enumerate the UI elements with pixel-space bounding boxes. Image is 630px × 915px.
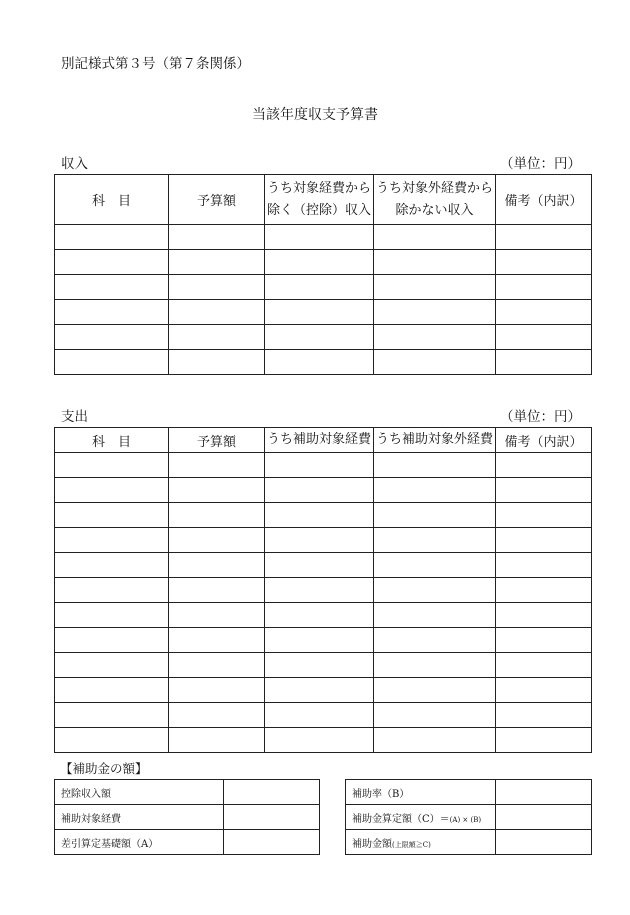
expenditure-table-row [55,653,592,678]
expenditure-cell-remarks[interactable] [496,603,592,628]
income-cell-remarks[interactable] [496,350,592,375]
form-number: 別記様式第３号（第７条関係） [61,56,250,72]
base-amount-label: 差引算定基礎額（A） [55,830,224,855]
income-unit-label: （単位：円） [500,156,581,172]
expenditure-header-eligible: うち補助対象経費 [265,428,374,453]
expenditure-cell-col4[interactable] [374,553,496,578]
expenditure-cell-col4[interactable] [374,678,496,703]
expenditure-cell-col4[interactable] [374,453,496,478]
subsidy-row-rate [346,780,592,805]
income-cell-col3[interactable] [265,325,374,350]
expenditure-unit-label: （単位：円） [500,409,581,425]
subsidy-row-amount [346,830,592,855]
subsidy-rate-value[interactable] [496,780,592,805]
expenditure-cell-subject[interactable] [55,628,169,653]
expenditure-cell-col4[interactable] [374,603,496,628]
income-cell-col3[interactable] [265,300,374,325]
expenditure-header-ineligible: うち補助対象外経費 [374,428,496,453]
income-cell-budget[interactable] [169,300,265,325]
expenditure-cell-remarks[interactable] [496,728,592,753]
expenditure-cell-budget[interactable] [169,703,265,728]
income-header-nonexcluded-line1: うち対象外経費から [375,180,493,196]
expenditure-cell-col3[interactable] [265,703,374,728]
income-cell-col4[interactable] [374,325,496,350]
expenditure-cell-budget[interactable] [169,653,265,678]
expenditure-cell-col3[interactable] [265,528,374,553]
subsidy-amount-label [346,830,496,855]
subsidy-section-title: 【補助金の額】 [60,761,148,776]
income-cell-col4[interactable] [374,350,496,375]
subsidy-rate-label: 補助率（B） [346,780,496,805]
income-cell-subject[interactable] [55,350,169,375]
expenditure-cell-col4[interactable] [374,478,496,503]
expenditure-table-row [55,553,592,578]
income-header-budget: 予算額 [169,175,265,225]
income-header-excluded-line1: うち対象経費から [266,180,371,196]
income-cell-col4[interactable] [374,275,496,300]
subsidy-row-base-amount [55,830,320,855]
expenditure-cell-subject[interactable] [55,553,169,578]
expenditure-table-row [55,453,592,478]
expenditure-cell-budget[interactable] [169,603,265,628]
subsidy-calculated-formula: (A) × (B) [449,815,482,824]
expenditure-cell-budget[interactable] [169,678,265,703]
expenditure-cell-budget[interactable] [169,728,265,753]
expenditure-table-row [55,678,592,703]
expenditure-cell-budget[interactable] [169,503,265,528]
expenditure-cell-col4[interactable] [374,528,496,553]
expenditure-cell-col4[interactable] [374,503,496,528]
income-section-label: 収入 [61,156,88,172]
income-header-nonexcluded-line2: 除かない収入 [395,202,474,218]
expenditure-cell-subject[interactable] [55,603,169,628]
income-header-remarks: 備考（内訳） [496,175,592,225]
expenditure-cell-subject[interactable] [55,503,169,528]
expenditure-table-row [55,603,592,628]
expenditure-cell-subject[interactable] [55,678,169,703]
expenditure-table-body [55,453,592,753]
income-cell-col3[interactable] [265,225,374,250]
income-cell-subject[interactable] [55,225,169,250]
income-cell-subject[interactable] [55,300,169,325]
expenditure-cell-col4[interactable] [374,578,496,603]
expenditure-cell-col3[interactable] [265,503,374,528]
income-cell-budget[interactable] [169,225,265,250]
income-table-row [55,275,592,300]
income-header-nonexcluded [374,175,496,225]
expenditure-cell-budget[interactable] [169,453,265,478]
income-table-row [55,250,592,275]
subsidy-row-deducted-income [55,780,320,805]
expenditure-cell-subject[interactable] [55,703,169,728]
income-cell-col4[interactable] [374,225,496,250]
income-cell-col3[interactable] [265,350,374,375]
income-cell-budget[interactable] [169,325,265,350]
expenditure-cell-remarks[interactable] [496,528,592,553]
expenditure-table-row [55,578,592,603]
expenditure-cell-budget[interactable] [169,553,265,578]
expenditure-cell-subject[interactable] [55,528,169,553]
income-cell-budget[interactable] [169,350,265,375]
expenditure-cell-col3[interactable] [265,678,374,703]
expenditure-cell-col4[interactable] [374,628,496,653]
eligible-expense-value[interactable] [224,805,320,830]
income-header-excluded-line2: 除く（控除）収入 [266,202,371,218]
income-table-body [55,225,592,375]
subsidy-row-calculated [346,805,592,830]
expenditure-cell-subject[interactable] [55,478,169,503]
deducted-income-label: 控除収入額 [55,780,224,805]
expenditure-cell-remarks[interactable] [496,453,592,478]
income-cell-budget[interactable] [169,250,265,275]
income-cell-remarks[interactable] [496,300,592,325]
expenditure-table-row [55,728,592,753]
expenditure-header-remarks: 備考（内訳） [496,428,592,453]
expenditure-cell-col3[interactable] [265,653,374,678]
subsidy-calculated-value[interactable] [496,805,592,830]
expenditure-cell-remarks[interactable] [496,678,592,703]
expenditure-section-label: 支出 [61,409,88,425]
expenditure-cell-remarks[interactable] [496,553,592,578]
expenditure-cell-col4[interactable] [374,728,496,753]
subsidy-amount-condition: (上限額≧C) [392,840,431,849]
subsidy-calculated-prefix: 補助金算定額（C）＝ [352,813,450,825]
expenditure-cell-remarks[interactable] [496,478,592,503]
deducted-income-value[interactable] [224,780,320,805]
income-table-row [55,325,592,350]
expenditure-header-subject: 科 目 [55,428,169,453]
expenditure-cell-subject[interactable] [55,653,169,678]
expenditure-cell-col3[interactable] [265,578,374,603]
expenditure-table-row [55,503,592,528]
income-table-row [55,350,592,375]
income-table-row [55,225,592,250]
expenditure-table-row [55,628,592,653]
expenditure-cell-remarks[interactable] [496,703,592,728]
expenditure-cell-subject[interactable] [55,453,169,478]
income-cell-subject[interactable] [55,250,169,275]
expenditure-cell-budget[interactable] [169,528,265,553]
document-title: 当該年度収支予算書 [252,107,378,123]
income-cell-subject[interactable] [55,275,169,300]
expenditure-cell-subject[interactable] [55,728,169,753]
income-cell-remarks[interactable] [496,225,592,250]
subsidy-amount-value[interactable] [496,830,592,855]
expenditure-cell-col4[interactable] [374,703,496,728]
expenditure-cell-col3[interactable] [265,728,374,753]
expenditure-cell-remarks[interactable] [496,578,592,603]
subsidy-calculated-label [346,805,496,830]
income-cell-remarks[interactable] [496,275,592,300]
expenditure-cell-col3[interactable] [265,453,374,478]
income-header-subject: 科 目 [55,175,169,225]
subsidy-amount-prefix: 補助金額 [352,838,392,850]
eligible-expense-label: 補助対象経費 [55,805,224,830]
income-cell-col4[interactable] [374,250,496,275]
expenditure-table-row [55,703,592,728]
expenditure-header-budget: 予算額 [169,428,265,453]
subsidy-row-eligible-expense [55,805,320,830]
income-cell-col3[interactable] [265,275,374,300]
subsidy-right-table [345,779,592,855]
expenditure-cell-col4[interactable] [374,653,496,678]
expenditure-table [54,427,592,753]
expenditure-table-row [55,528,592,553]
expenditure-cell-budget[interactable] [169,578,265,603]
income-table [54,174,592,375]
income-cell-col4[interactable] [374,300,496,325]
expenditure-table-row [55,478,592,503]
income-cell-subject[interactable] [55,325,169,350]
income-cell-col3[interactable] [265,250,374,275]
expenditure-cell-remarks[interactable] [496,628,592,653]
subsidy-left-table [54,779,320,855]
expenditure-cell-col3[interactable] [265,553,374,578]
expenditure-cell-subject[interactable] [55,578,169,603]
income-cell-remarks[interactable] [496,325,592,350]
income-header-excluded [265,175,374,225]
base-amount-value[interactable] [224,830,320,855]
expenditure-cell-budget[interactable] [169,628,265,653]
expenditure-cell-remarks[interactable] [496,503,592,528]
expenditure-cell-col3[interactable] [265,478,374,503]
expenditure-cell-col3[interactable] [265,603,374,628]
expenditure-cell-col3[interactable] [265,628,374,653]
income-table-row [55,300,592,325]
income-cell-remarks[interactable] [496,250,592,275]
expenditure-cell-remarks[interactable] [496,653,592,678]
income-cell-budget[interactable] [169,275,265,300]
expenditure-cell-budget[interactable] [169,478,265,503]
